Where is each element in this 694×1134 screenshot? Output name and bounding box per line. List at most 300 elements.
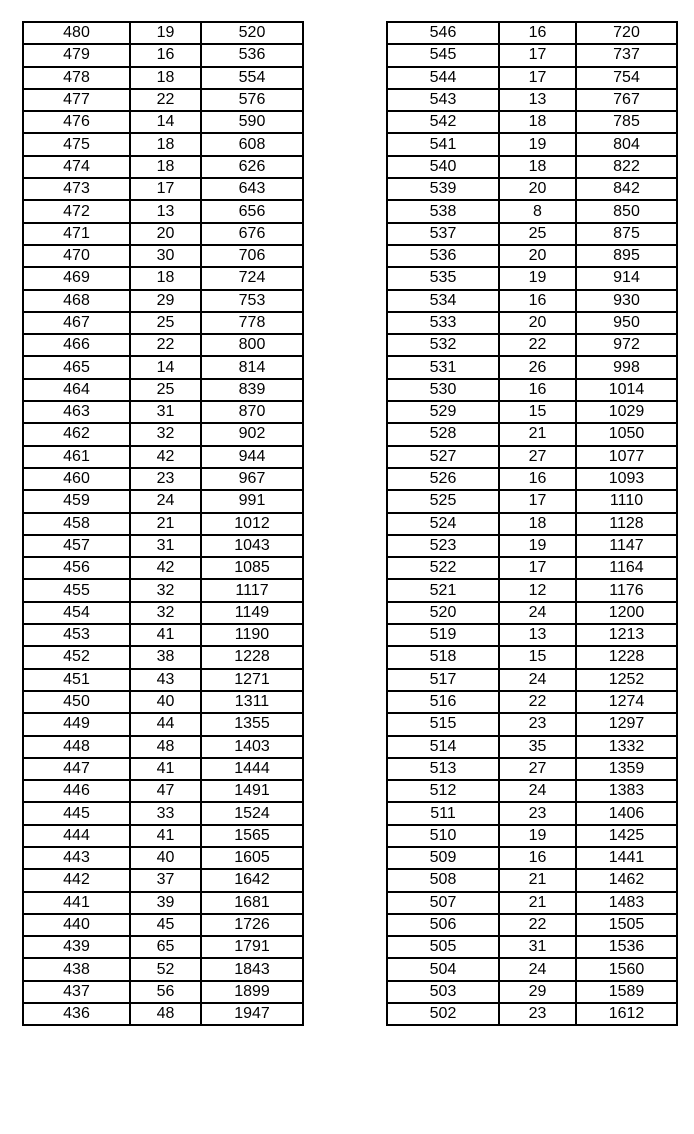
- table-row: [23, 67, 303, 89]
- cumulative-cell: 914: [576, 267, 677, 289]
- table-row: [387, 245, 677, 267]
- score-cell: 539: [387, 178, 499, 200]
- count-cell: 22: [499, 914, 576, 936]
- count-cell: 16: [130, 44, 201, 66]
- table-row: [387, 401, 677, 423]
- cumulative-cell: 1147: [576, 535, 677, 557]
- score-cell: 532: [387, 334, 499, 356]
- cumulative-cell: 1014: [576, 379, 677, 401]
- count-cell: 33: [130, 802, 201, 824]
- cumulative-cell: 1012: [201, 513, 303, 535]
- cumulative-cell: 1444: [201, 758, 303, 780]
- cumulative-cell: 1149: [201, 602, 303, 624]
- table-row: [387, 178, 677, 200]
- score-cell: 477: [23, 89, 130, 111]
- count-cell: 18: [499, 111, 576, 133]
- score-cell: 465: [23, 356, 130, 378]
- table-row: [387, 914, 677, 936]
- table-row: [387, 334, 677, 356]
- cumulative-cell: 930: [576, 290, 677, 312]
- count-cell: 19: [499, 535, 576, 557]
- score-cell: 513: [387, 758, 499, 780]
- score-cell: 438: [23, 958, 130, 980]
- cumulative-cell: 1505: [576, 914, 677, 936]
- count-cell: 22: [130, 334, 201, 356]
- score-cell: 516: [387, 691, 499, 713]
- cumulative-cell: 1359: [576, 758, 677, 780]
- score-cell: 456: [23, 557, 130, 579]
- cumulative-cell: 814: [201, 356, 303, 378]
- table-row: [23, 535, 303, 557]
- cumulative-cell: 724: [201, 267, 303, 289]
- table-row: [23, 914, 303, 936]
- cumulative-cell: 1462: [576, 869, 677, 891]
- count-cell: 17: [499, 490, 576, 512]
- table-row: [23, 758, 303, 780]
- score-cell: 508: [387, 869, 499, 891]
- count-cell: 14: [130, 356, 201, 378]
- table-row: [23, 44, 303, 66]
- cumulative-cell: 1536: [576, 936, 677, 958]
- score-cell: 546: [387, 22, 499, 44]
- table-row: [387, 356, 677, 378]
- table-row: [23, 245, 303, 267]
- score-cell: 521: [387, 579, 499, 601]
- score-cell: 457: [23, 535, 130, 557]
- score-cell: 502: [387, 1003, 499, 1025]
- score-cell: 509: [387, 847, 499, 869]
- count-cell: 26: [499, 356, 576, 378]
- count-cell: 52: [130, 958, 201, 980]
- cumulative-cell: 1560: [576, 958, 677, 980]
- count-cell: 45: [130, 914, 201, 936]
- cumulative-cell: 754: [576, 67, 677, 89]
- count-cell: 19: [499, 267, 576, 289]
- count-cell: 27: [499, 758, 576, 780]
- score-cell: 467: [23, 312, 130, 334]
- count-cell: 48: [130, 736, 201, 758]
- cumulative-cell: 576: [201, 89, 303, 111]
- cumulative-cell: 1791: [201, 936, 303, 958]
- cumulative-cell: 1093: [576, 468, 677, 490]
- score-cell: 512: [387, 780, 499, 802]
- count-cell: 29: [499, 981, 576, 1003]
- table-row: [23, 736, 303, 758]
- score-cell: 535: [387, 267, 499, 289]
- score-cell: 474: [23, 156, 130, 178]
- table-row: [23, 713, 303, 735]
- table-row: [387, 802, 677, 824]
- score-cell: 517: [387, 669, 499, 691]
- score-cell: 533: [387, 312, 499, 334]
- cumulative-cell: 1200: [576, 602, 677, 624]
- count-cell: 18: [499, 156, 576, 178]
- score-cell: 450: [23, 691, 130, 713]
- count-cell: 27: [499, 446, 576, 468]
- count-cell: 16: [499, 847, 576, 869]
- count-cell: 22: [499, 334, 576, 356]
- table-row: [387, 290, 677, 312]
- score-cell: 466: [23, 334, 130, 356]
- count-cell: 25: [499, 223, 576, 245]
- table-row: [387, 156, 677, 178]
- score-cell: 529: [387, 401, 499, 423]
- score-cell: 524: [387, 513, 499, 535]
- score-cell: 449: [23, 713, 130, 735]
- count-cell: 40: [130, 847, 201, 869]
- cumulative-cell: 1228: [201, 646, 303, 668]
- cumulative-cell: 1311: [201, 691, 303, 713]
- count-cell: 21: [499, 892, 576, 914]
- table-row: [387, 736, 677, 758]
- score-cell: 519: [387, 624, 499, 646]
- score-cell: 468: [23, 290, 130, 312]
- count-cell: 13: [499, 624, 576, 646]
- cumulative-cell: 626: [201, 156, 303, 178]
- table-row: [23, 446, 303, 468]
- cumulative-cell: 1524: [201, 802, 303, 824]
- score-cell: 525: [387, 490, 499, 512]
- cumulative-cell: 804: [576, 133, 677, 155]
- score-cell: 455: [23, 579, 130, 601]
- count-cell: 8: [499, 200, 576, 222]
- score-cell: 440: [23, 914, 130, 936]
- table-row: [387, 535, 677, 557]
- count-cell: 24: [499, 780, 576, 802]
- cumulative-cell: 1441: [576, 847, 677, 869]
- score-cell: 534: [387, 290, 499, 312]
- count-cell: 14: [130, 111, 201, 133]
- cumulative-cell: 1271: [201, 669, 303, 691]
- count-cell: 20: [499, 245, 576, 267]
- count-cell: 47: [130, 780, 201, 802]
- table-row: [387, 468, 677, 490]
- table-row: [387, 44, 677, 66]
- score-cell: 453: [23, 624, 130, 646]
- score-cell: 504: [387, 958, 499, 980]
- table-row: [387, 379, 677, 401]
- count-cell: 18: [499, 513, 576, 535]
- left-score-table: [22, 21, 304, 1026]
- count-cell: 31: [130, 401, 201, 423]
- score-cell: 472: [23, 200, 130, 222]
- score-cell: 446: [23, 780, 130, 802]
- count-cell: 18: [130, 133, 201, 155]
- count-cell: 22: [130, 89, 201, 111]
- count-cell: 25: [130, 312, 201, 334]
- score-cell: 531: [387, 356, 499, 378]
- table-row: [23, 624, 303, 646]
- cumulative-cell: 1213: [576, 624, 677, 646]
- score-cell: 476: [23, 111, 130, 133]
- count-cell: 40: [130, 691, 201, 713]
- score-cell: 537: [387, 223, 499, 245]
- score-cell: 545: [387, 44, 499, 66]
- cumulative-cell: 785: [576, 111, 677, 133]
- count-cell: 42: [130, 557, 201, 579]
- table-row: [23, 869, 303, 891]
- cumulative-cell: 643: [201, 178, 303, 200]
- cumulative-cell: 1164: [576, 557, 677, 579]
- cumulative-cell: 608: [201, 133, 303, 155]
- cumulative-cell: 1228: [576, 646, 677, 668]
- cumulative-cell: 800: [201, 334, 303, 356]
- cumulative-cell: 950: [576, 312, 677, 334]
- table-row: [387, 22, 677, 44]
- cumulative-cell: 590: [201, 111, 303, 133]
- count-cell: 17: [499, 67, 576, 89]
- count-cell: 37: [130, 869, 201, 891]
- count-cell: 32: [130, 423, 201, 445]
- cumulative-cell: 972: [576, 334, 677, 356]
- score-cell: 510: [387, 825, 499, 847]
- count-cell: 15: [499, 401, 576, 423]
- count-cell: 42: [130, 446, 201, 468]
- table-row: [387, 936, 677, 958]
- cumulative-cell: 676: [201, 223, 303, 245]
- score-cell: 442: [23, 869, 130, 891]
- cumulative-cell: 1176: [576, 579, 677, 601]
- count-cell: 35: [499, 736, 576, 758]
- count-cell: 18: [130, 267, 201, 289]
- score-cell: 526: [387, 468, 499, 490]
- count-cell: 12: [499, 579, 576, 601]
- table-row: [23, 780, 303, 802]
- count-cell: 21: [499, 423, 576, 445]
- count-cell: 30: [130, 245, 201, 267]
- count-cell: 16: [499, 379, 576, 401]
- table-row: [387, 646, 677, 668]
- table-row: [387, 111, 677, 133]
- cumulative-cell: 1605: [201, 847, 303, 869]
- cumulative-cell: 1899: [201, 981, 303, 1003]
- count-cell: 24: [499, 958, 576, 980]
- cumulative-cell: 706: [201, 245, 303, 267]
- table-row: [387, 1003, 677, 1025]
- table-row: [23, 691, 303, 713]
- score-cell: 464: [23, 379, 130, 401]
- score-cell: 514: [387, 736, 499, 758]
- count-cell: 29: [130, 290, 201, 312]
- score-cell: 470: [23, 245, 130, 267]
- score-cell: 471: [23, 223, 130, 245]
- count-cell: 19: [130, 22, 201, 44]
- table-row: [23, 468, 303, 490]
- table-row: [23, 557, 303, 579]
- cumulative-cell: 822: [576, 156, 677, 178]
- score-cell: 454: [23, 602, 130, 624]
- count-cell: 19: [499, 825, 576, 847]
- score-cell: 542: [387, 111, 499, 133]
- cumulative-cell: 944: [201, 446, 303, 468]
- cumulative-cell: 1252: [576, 669, 677, 691]
- score-cell: 443: [23, 847, 130, 869]
- cumulative-cell: 1128: [576, 513, 677, 535]
- score-cell: 439: [23, 936, 130, 958]
- cumulative-cell: 753: [201, 290, 303, 312]
- cumulative-cell: 1681: [201, 892, 303, 914]
- count-cell: 21: [130, 513, 201, 535]
- cumulative-cell: 1050: [576, 423, 677, 445]
- table-row: [387, 490, 677, 512]
- cumulative-cell: 1642: [201, 869, 303, 891]
- table-row: [23, 1003, 303, 1025]
- cumulative-cell: 767: [576, 89, 677, 111]
- score-cell: 451: [23, 669, 130, 691]
- score-cell: 480: [23, 22, 130, 44]
- score-cell: 522: [387, 557, 499, 579]
- table-row: [387, 312, 677, 334]
- table-row: [23, 379, 303, 401]
- count-cell: 23: [130, 468, 201, 490]
- table-row: [387, 713, 677, 735]
- cumulative-cell: 870: [201, 401, 303, 423]
- score-cell: 445: [23, 802, 130, 824]
- table-row: [387, 446, 677, 468]
- table-row: [23, 981, 303, 1003]
- cumulative-cell: 895: [576, 245, 677, 267]
- table-row: [23, 936, 303, 958]
- table-row: [387, 200, 677, 222]
- score-cell: 479: [23, 44, 130, 66]
- table-row: [23, 22, 303, 44]
- score-cell: 523: [387, 535, 499, 557]
- count-cell: 23: [499, 802, 576, 824]
- count-cell: 38: [130, 646, 201, 668]
- table-row: [387, 958, 677, 980]
- table-row: [23, 290, 303, 312]
- left-table-body: [23, 22, 303, 1025]
- table-row: [23, 579, 303, 601]
- count-cell: 17: [499, 44, 576, 66]
- table-row: [387, 133, 677, 155]
- cumulative-cell: 875: [576, 223, 677, 245]
- score-cell: 475: [23, 133, 130, 155]
- cumulative-cell: 1406: [576, 802, 677, 824]
- score-cell: 444: [23, 825, 130, 847]
- score-cell: 503: [387, 981, 499, 1003]
- table-row: [387, 579, 677, 601]
- cumulative-cell: 1117: [201, 579, 303, 601]
- score-cell: 436: [23, 1003, 130, 1025]
- table-row: [23, 356, 303, 378]
- table-row: [23, 156, 303, 178]
- count-cell: 41: [130, 624, 201, 646]
- cumulative-cell: 1383: [576, 780, 677, 802]
- score-cell: 469: [23, 267, 130, 289]
- cumulative-cell: 850: [576, 200, 677, 222]
- count-cell: 41: [130, 825, 201, 847]
- table-row: [387, 223, 677, 245]
- table-row: [387, 602, 677, 624]
- count-cell: 24: [499, 669, 576, 691]
- cumulative-cell: 1726: [201, 914, 303, 936]
- table-row: [23, 267, 303, 289]
- table-row: [23, 847, 303, 869]
- score-cell: 511: [387, 802, 499, 824]
- table-row: [23, 223, 303, 245]
- count-cell: 21: [499, 869, 576, 891]
- cumulative-cell: 656: [201, 200, 303, 222]
- cumulative-cell: 842: [576, 178, 677, 200]
- right-score-table: [386, 21, 678, 1026]
- score-cell: 518: [387, 646, 499, 668]
- score-cell: 447: [23, 758, 130, 780]
- cumulative-cell: 778: [201, 312, 303, 334]
- count-cell: 22: [499, 691, 576, 713]
- cumulative-cell: 1110: [576, 490, 677, 512]
- cumulative-cell: 720: [576, 22, 677, 44]
- cumulative-cell: 1085: [201, 557, 303, 579]
- count-cell: 19: [499, 133, 576, 155]
- score-cell: 527: [387, 446, 499, 468]
- count-cell: 15: [499, 646, 576, 668]
- table-row: [387, 669, 677, 691]
- right-table-body: [387, 22, 677, 1025]
- cumulative-cell: 1297: [576, 713, 677, 735]
- count-cell: 18: [130, 67, 201, 89]
- cumulative-cell: 1274: [576, 691, 677, 713]
- table-row: [387, 267, 677, 289]
- cumulative-cell: 1403: [201, 736, 303, 758]
- cumulative-cell: 1029: [576, 401, 677, 423]
- cumulative-cell: 998: [576, 356, 677, 378]
- table-row: [387, 557, 677, 579]
- table-row: [23, 334, 303, 356]
- table-row: [23, 111, 303, 133]
- score-cell: 462: [23, 423, 130, 445]
- cumulative-cell: 737: [576, 44, 677, 66]
- count-cell: 23: [499, 1003, 576, 1025]
- cumulative-cell: 536: [201, 44, 303, 66]
- table-row: [23, 669, 303, 691]
- score-cell: 463: [23, 401, 130, 423]
- score-cell: 441: [23, 892, 130, 914]
- count-cell: 17: [499, 557, 576, 579]
- table-row: [23, 602, 303, 624]
- table-row: [23, 513, 303, 535]
- table-row: [23, 401, 303, 423]
- score-cell: 543: [387, 89, 499, 111]
- score-cell: 452: [23, 646, 130, 668]
- table-row: [23, 423, 303, 445]
- count-cell: 43: [130, 669, 201, 691]
- cumulative-cell: 520: [201, 22, 303, 44]
- count-cell: 16: [499, 290, 576, 312]
- table-row: [23, 825, 303, 847]
- count-cell: 20: [499, 178, 576, 200]
- table-row: [387, 892, 677, 914]
- count-cell: 32: [130, 602, 201, 624]
- score-cell: 505: [387, 936, 499, 958]
- table-row: [387, 825, 677, 847]
- score-cell: 448: [23, 736, 130, 758]
- table-row: [387, 981, 677, 1003]
- table-row: [23, 958, 303, 980]
- table-row: [23, 802, 303, 824]
- score-cell: 541: [387, 133, 499, 155]
- cumulative-cell: 1612: [576, 1003, 677, 1025]
- cumulative-cell: 1947: [201, 1003, 303, 1025]
- count-cell: 16: [499, 22, 576, 44]
- score-cell: 538: [387, 200, 499, 222]
- score-cell: 544: [387, 67, 499, 89]
- score-cell: 507: [387, 892, 499, 914]
- table-row: [387, 758, 677, 780]
- table-row: [387, 869, 677, 891]
- score-cell: 473: [23, 178, 130, 200]
- cumulative-cell: 991: [201, 490, 303, 512]
